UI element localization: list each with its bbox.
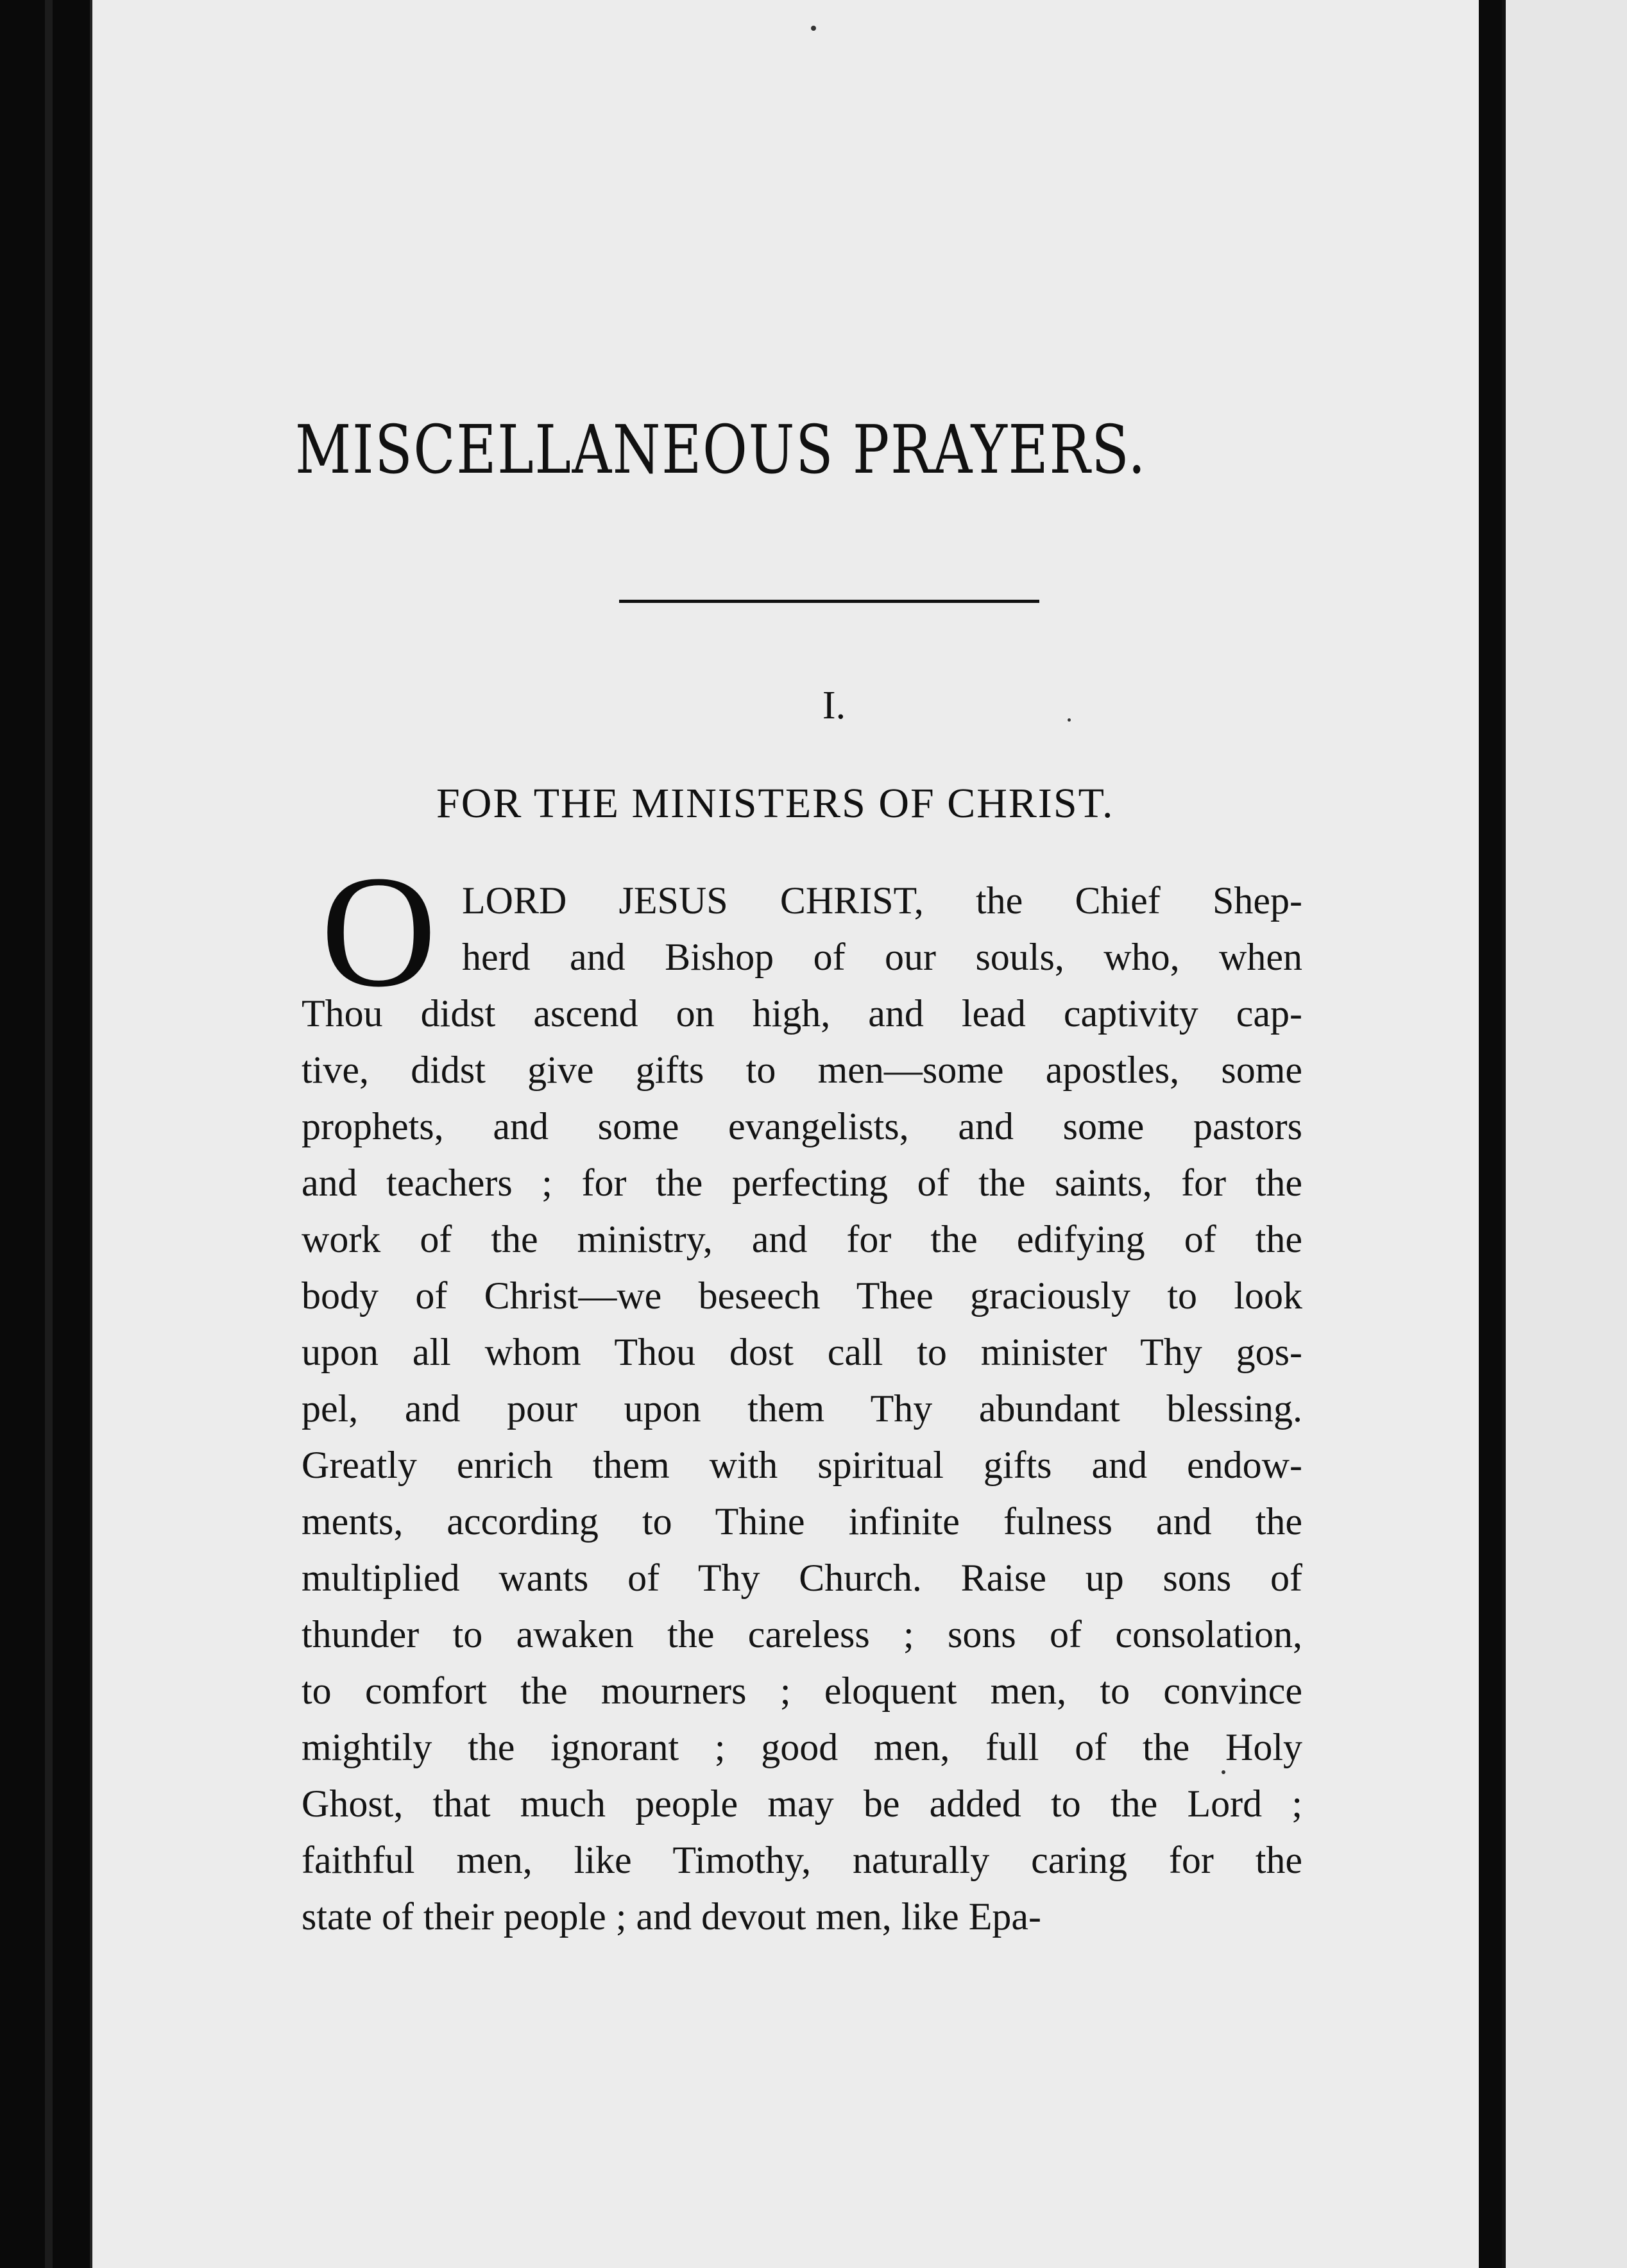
text-line: work of the ministry, and for the edifying of the: [302, 1218, 1302, 1260]
text-line: Greatly enrich them with spiritual gifts and endow-: [302, 1444, 1302, 1486]
text-line: and teachers ; for the perfecting of the saints, for the: [302, 1162, 1302, 1204]
scan-speck: [1068, 718, 1071, 722]
text-line: to comfort the mourners ; eloquent men, to convince: [302, 1670, 1302, 1712]
drop-cap: O: [321, 843, 437, 1020]
text-line: herd and Bishop of our souls, who, when: [462, 936, 1302, 978]
text-line: tive, didst give gifts to men—some apostles, some: [302, 1049, 1302, 1091]
text-line: body of Christ—we beseech Thee graciously to look: [302, 1274, 1302, 1317]
page-title: MISCELLANEOUS PRAYERS.: [295, 410, 1147, 489]
text-line: prophets, and some evangelists, and some pastors: [302, 1105, 1302, 1147]
scan-speck: [811, 26, 816, 31]
text-line: Ghost, that much people may be added to the Lord ;: [302, 1782, 1302, 1825]
scan-left-edge: [0, 0, 90, 2268]
section-number: I.: [822, 684, 846, 727]
text-line: Thou didst ascend on high, and lead captivity cap-: [302, 992, 1302, 1035]
text-line: thunder to awaken the careless ; sons of consolation,: [302, 1613, 1302, 1655]
facing-page-edge: [1502, 0, 1627, 2268]
text-line: upon all whom Thou dost call to minister Thy gos-: [302, 1331, 1302, 1373]
text-line: pel, and pour upon them Thy abundant blessing.: [302, 1387, 1302, 1430]
scan-left-stripe: [45, 0, 53, 2268]
prayer-text: [302, 872, 1302, 1945]
text-line: multiplied wants of Thy Church. Raise up sons of: [302, 1557, 1302, 1599]
section-heading: FOR THE MINISTERS OF CHRIST.: [436, 780, 1114, 827]
text-line: ments, according to Thine infinite fulness and the: [302, 1500, 1302, 1543]
text-line: faithful men, like Timothy, naturally caring for the: [302, 1839, 1302, 1881]
text-line: mightily the ignorant ; good men, full of the Holy: [302, 1726, 1302, 1768]
text-line: state of their people ; and devout men, like Epa-: [302, 1895, 1041, 1938]
title-rule: [619, 600, 1039, 603]
page-gutter: [1479, 0, 1502, 2268]
text-line: LORD JESUS CHRIST, the Chief Shep-: [462, 879, 1302, 922]
